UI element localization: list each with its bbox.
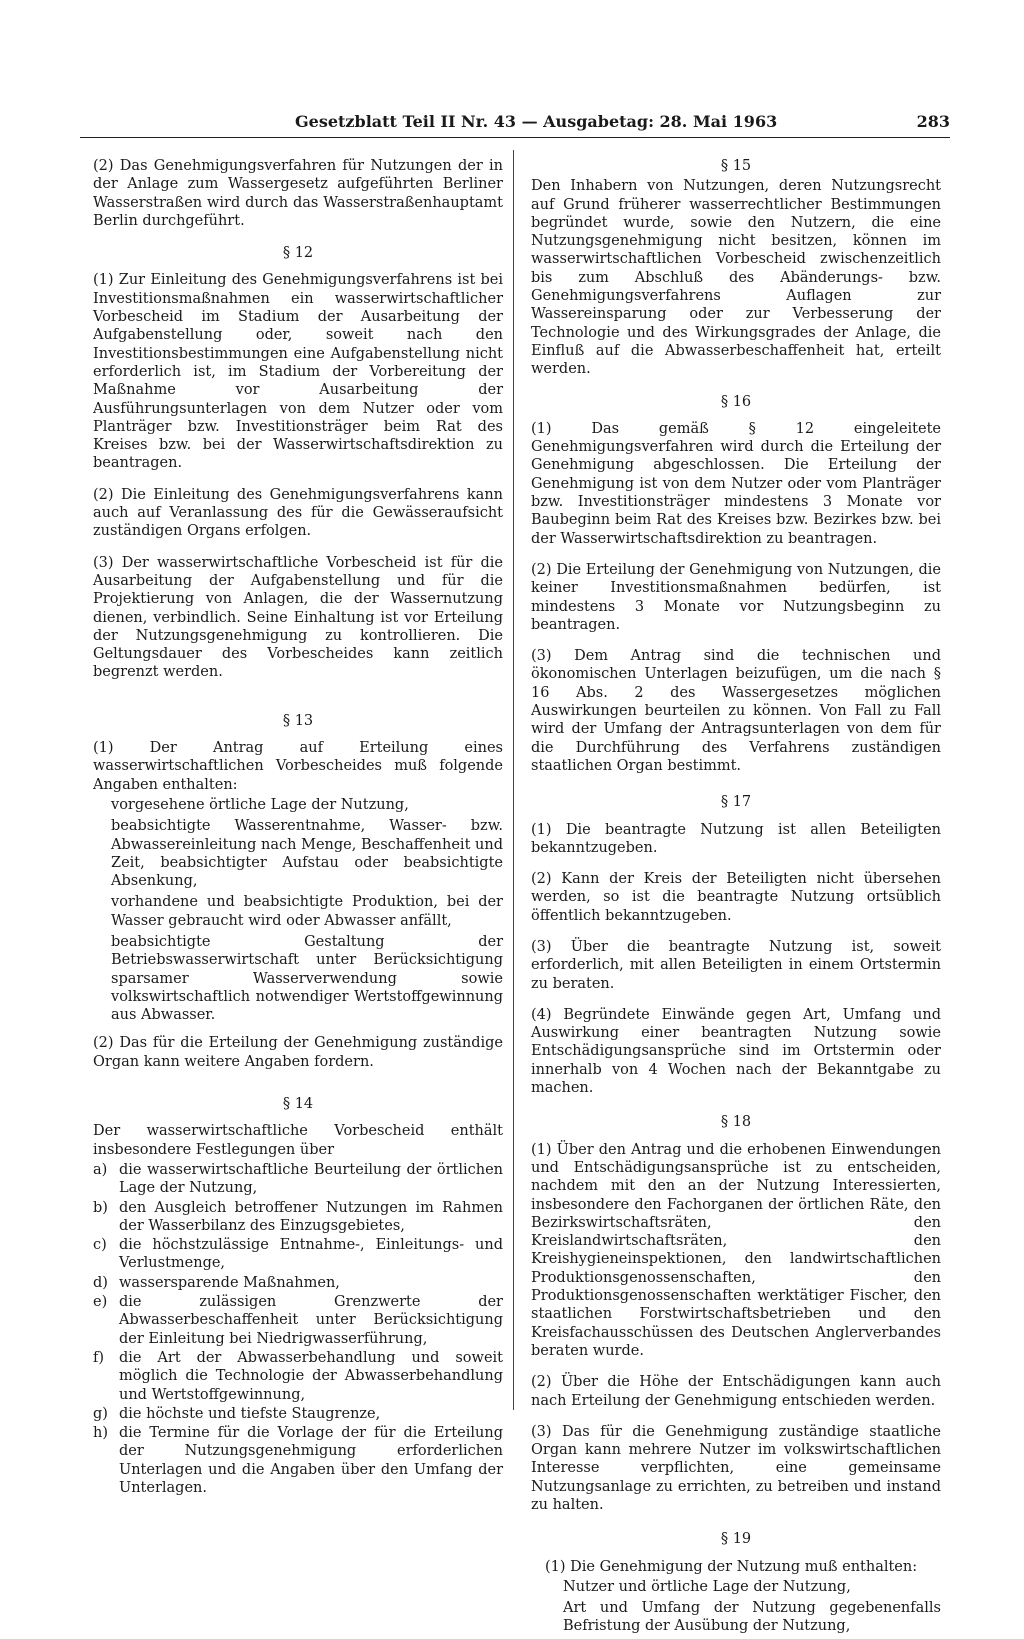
list-text: die zulässigen Grenzwerte der Abwasserbeschaffenheit unter Berücksichtigung der Einleitung bei Niedrigwasserführung,	[119, 1294, 503, 1347]
header-title: Gesetzblatt Teil II Nr. 43 — Ausgabetag: 28. Mai 1963	[295, 112, 778, 131]
requirement-list	[531, 1578, 941, 1636]
header-rule	[80, 137, 950, 138]
list-item: vorgesehene örtliche Lage der Nutzung,	[111, 796, 409, 813]
list-item	[93, 1349, 503, 1404]
list-label: a)	[93, 1161, 108, 1178]
list-text: den Ausgleich betroffener Nutzungen im Rahmen der Wasserbilanz des Einzugsgebietes,	[119, 1199, 503, 1234]
paragraph: (2) Die Einleitung des Genehmigungsverfahrens kann auch auf Veranlassung des für die Gewässeraufsicht zuständigen Organs erfolgen.	[93, 486, 503, 540]
paragraph: (2) Das Genehmigungsverfahren für Nutzungen der in der Anlage zum Wassergesetz aufgeführten Berliner Wasserstraßen wird durch das Wasserstraßenhauptamt Berlin durchgeführt.	[93, 158, 503, 229]
column-divider	[513, 150, 514, 1410]
section-heading: § 18	[720, 1114, 752, 1131]
list-item: beabsichtigte Gestaltung der Betriebswasserwirtschaft unter Berücksichtigung sparsamer Wasserverwendung sowie volkswirtschaftlich notwendiger Wertstoffgewinnung aus Abwasser.	[111, 933, 503, 1024]
section-heading: § 14	[282, 1096, 314, 1113]
list-item	[93, 1199, 503, 1236]
paragraph: (3) Über die beantragte Nutzung ist, soweit erforderlich, mit allen Beteiligten in einem Ortstermin zu beraten.	[531, 938, 941, 992]
paragraph: (1) Die beantragte Nutzung ist allen Beteiligten bekanntzugeben.	[531, 821, 941, 856]
paragraph: (1) Das gemäß § 12 eingeleitete Genehmigungsverfahren wird durch die Erteilung der Genehmigung abgeschlossen. Die Erteilung der Genehmigung ist von dem Nutzer oder vom Planträger bzw. Investitionsträger mindestens 3 Monate vor Baubeginn beim Rat des Kreises bzw. Bezirkes bzw. bei der Wasserwirtschaftsdirektion zu beantragen.	[531, 420, 941, 547]
section-heading: § 12	[282, 245, 314, 262]
list-item: beabsichtigte Wasserentnahme, Wasser- bzw. Abwassereinleitung nach Menge, Beschaffenheit und Zeit, beabsichtigter Aufstau oder beabsichtigte Absenkung,	[111, 818, 503, 890]
paragraph: (3) Das für die Genehmigung zuständige staatliche Organ kann mehrere Nutzer im volkswirtschaftlichen Interesse verpflichten, eine gemeinsame Nutzungsanlage zu errichten, zu betreiben und instand zu halten.	[531, 1423, 941, 1513]
list-text: die Art der Abwasserbehandlung und soweit möglich die Technologie der Abwasserbehandlung und Wertstoffgewinnung,	[119, 1349, 503, 1403]
page-header	[80, 108, 950, 142]
list-label: b)	[93, 1199, 108, 1216]
paragraph: (1) Die Genehmigung der Nutzung muß enthalten:	[545, 1558, 918, 1575]
paragraph: (1) Zur Einleitung des Genehmigungsverfahrens ist bei Investitionsmaßnahmen ein wasserwirtschaftlicher Vorbescheid im Stadium der Ausarbeitung der Aufgabenstellung oder, soweit nach den Investitionsbestimmungen eine Aufgabenstellung nicht erforderlich ist, im Stadium der Vorbereitung der Maßnahme vor Ausarbeitung der Ausführungsunterlagen von dem Nutzer oder vom Planträger bzw. Investitionsträger beim Rat des Kreises bzw. bei der Wasserwirtschaftsdirektion zu beantragen.	[93, 272, 503, 472]
paragraph: (4) Begründete Einwände gegen Art, Umfang und Auswirkung einer beantragten Nutzung sowie Entschädigungsansprüche sind im Ortstermin oder innerhalb von 4 Wochen nach der Bekanntgabe zu machen.	[531, 1006, 941, 1097]
paragraph: (3) Der wasserwirtschaftliche Vorbescheid ist für die Ausarbeitung der Aufgabenstellung und für die Projektierung von Anlagen, die der Wassernutzung dienen, verbindlich. Seine Einhaltung ist vor Erteilung der Nutzungsgenehmigung zu kontrollieren. Die Geltungsdauer des Vorbescheides kann zeitlich begrenzt werden.	[93, 554, 503, 681]
list-text: die höchstzulässige Entnahme-, Einleitungs- und Verlustmenge,	[119, 1237, 503, 1272]
paragraph: (2) Das für die Erteilung der Genehmigung zuständige Organ kann weitere Angaben fordern.	[93, 1035, 503, 1070]
list-label: e)	[93, 1294, 108, 1311]
list-text: wassersparende Maßnahmen,	[119, 1274, 340, 1291]
list-label: d)	[93, 1274, 108, 1291]
paragraph: (2) Kann der Kreis der Beteiligten nicht übersehen werden, so ist die beantragte Nutzung ortsüblich öffentlich bekanntzugeben.	[531, 871, 941, 924]
list-label: f)	[93, 1349, 105, 1366]
list-item	[93, 1274, 503, 1292]
paragraph: Den Inhabern von Nutzungen, deren Nutzungsrecht auf Grund früherer wasserrechtlicher Bestimmungen begründet wurde, sowie den Nutzern, die eine Nutzungsgenehmigung nicht besitzen, können im wasserwirtschaftlichen Vorbescheid zwischenzeitlich bis zum Abschluß des Abänderungs- bzw. Genehmigungsverfahrens Auflagen zur Wassereinsparung oder zur Verbesserung der Technologie und des Wirkungsgrades der Anlage, die Einfluß auf die Abwasserbeschaffenheit hat, erteilt werden.	[531, 178, 941, 378]
list-text: die Termine für die Vorlage der für die Erteilung der Nutzungsgenehmigung erforderlichen Unterlagen und die Angaben über den Umfang der Unterlagen.	[119, 1425, 503, 1496]
section-heading: § 16	[720, 393, 752, 410]
list-item: vorhandene und beabsichtigte Produktion, bei der Wasser gebraucht wird oder Abwasser anfällt,	[111, 894, 503, 929]
paragraph: (3) Dem Antrag sind die technischen und ökonomischen Unterlagen beizufügen, um die nach § 16 Abs. 2 des Wassergesetzes möglichen Auswirkungen beurteilen zu können. Von Fall zu Fall wird der Umfang der Antragsunterlagen von dem für die Durchführung des Verfahrens zuständigen staatlichen Organ bestimmt.	[531, 648, 941, 774]
list-item: Nutzer und örtliche Lage der Nutzung,	[563, 1578, 851, 1595]
section-heading: § 17	[720, 794, 752, 811]
list-label: g)	[93, 1405, 108, 1422]
list-text: die höchste und tiefste Staugrenze,	[119, 1405, 381, 1422]
section-heading: § 19	[720, 1531, 752, 1548]
requirement-list	[93, 796, 503, 1025]
list-label: c)	[93, 1237, 107, 1254]
list-item	[93, 1161, 503, 1198]
list-item	[93, 1424, 503, 1497]
paragraph: Der wasserwirtschaftliche Vorbescheid enthält insbesondere Festlegungen über	[93, 1123, 503, 1158]
list-item: Art und Umfang der Nutzung gegebenenfalls Befristung der Ausübung der Nutzung,	[563, 1600, 941, 1635]
right-column	[531, 157, 941, 1639]
section-heading: § 13	[282, 712, 314, 729]
lettered-list	[93, 1161, 503, 1497]
list-item	[93, 1293, 503, 1348]
paragraph: (1) Der Antrag auf Erteilung eines wasserwirtschaftlichen Vorbescheides muß folgende Angaben enthalten:	[93, 740, 503, 793]
paragraph: (1) Über den Antrag und die erhobenen Einwendungen und Entschädigungsansprüche ist zu entscheiden, nachdem mit den an der Nutzung Interessierten, insbesondere den Fachorganen der örtlichen Räte, den Bezirkswirtschaftsräten, den Kreislandwirtschaftsräten, den Kreishygieneinspektionen, den landwirtschaftlichen Produktionsgenossenschaften, den Produktionsgenossenschaften werktätiger Fischer, den staatlichen Forstwirtschaftsbetrieben und den Kreisfachausschüssen des Deutschen Anglerverbandes beraten wurde.	[531, 1141, 941, 1359]
page-number: 283	[916, 112, 950, 131]
section-heading: § 15	[720, 158, 752, 174]
list-item	[93, 1405, 503, 1423]
list-item	[93, 1236, 503, 1273]
left-column	[93, 157, 503, 1498]
list-text: die wasserwirtschaftliche Beurteilung der örtlichen Lage der Nutzung,	[119, 1161, 503, 1197]
list-label: h)	[93, 1425, 108, 1442]
paragraph: (2) Die Erteilung der Genehmigung von Nutzungen, die keiner Investitionsmaßnahmen bedürfen, ist mindestens 3 Monate vor Nutzungsbeginn zu beantragen.	[531, 561, 941, 633]
paragraph: (2) Über die Höhe der Entschädigungen kann auch nach Erteilung der Genehmigung entschieden werden.	[531, 1374, 941, 1409]
